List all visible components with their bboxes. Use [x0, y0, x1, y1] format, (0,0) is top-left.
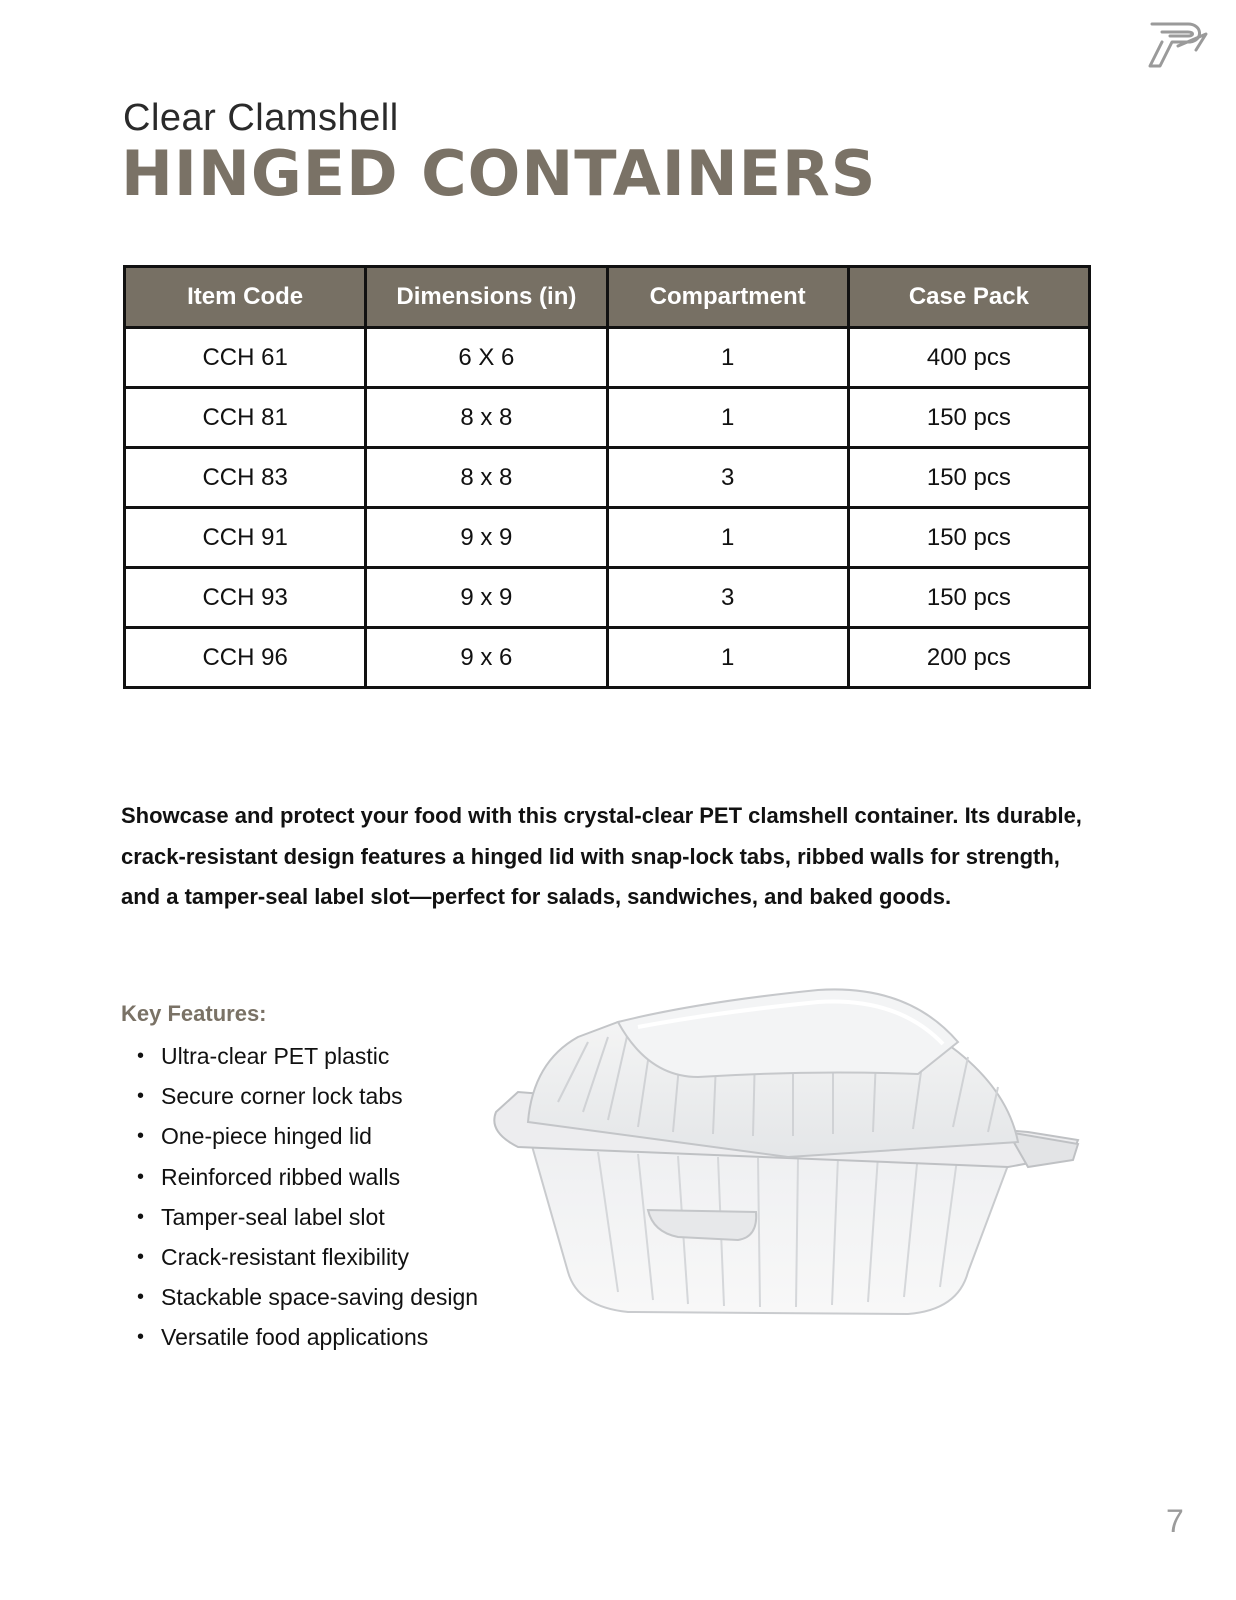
features-list [121, 1036, 478, 1358]
table-cell: 1 [607, 388, 848, 448]
table-cell: 400 pcs [848, 328, 1089, 388]
table-cell: CCH 96 [125, 628, 366, 688]
table-cell: 8 x 8 [366, 388, 607, 448]
column-header: Dimensions (in) [366, 267, 607, 328]
table-cell: 150 pcs [848, 448, 1089, 508]
table-cell: CCH 61 [125, 328, 366, 388]
table-cell: 3 [607, 448, 848, 508]
column-header: Case Pack [848, 267, 1089, 328]
column-header: Item Code [125, 267, 366, 328]
table-row [125, 508, 1090, 568]
table-cell: 150 pcs [848, 508, 1089, 568]
list-item: • Stackable space-saving design [121, 1277, 478, 1317]
table-cell: 9 x 9 [366, 568, 607, 628]
column-header: Compartment [607, 267, 848, 328]
table-cell: CCH 91 [125, 508, 366, 568]
table-cell: CCH 81 [125, 388, 366, 448]
stylized-p-bird-logo-icon [1148, 20, 1210, 70]
table-cell: 6 X 6 [366, 328, 607, 388]
table-row [125, 388, 1090, 448]
table-cell: 3 [607, 568, 848, 628]
table-cell: 1 [607, 508, 848, 568]
page-subtitle: Clear Clamshell [123, 97, 399, 139]
list-item: • Ultra-clear PET plastic [121, 1036, 478, 1076]
table-cell: 8 x 8 [366, 448, 607, 508]
table-cell: CCH 83 [125, 448, 366, 508]
table-cell: 150 pcs [848, 568, 1089, 628]
table-cell: 150 pcs [848, 388, 1089, 448]
features-heading: Key Features: [121, 1001, 267, 1026]
table-row [125, 448, 1090, 508]
table-cell: 1 [607, 628, 848, 688]
list-item: • Versatile food applications [121, 1317, 478, 1357]
page-number: 7 [1166, 1503, 1184, 1539]
table-cell: 9 x 6 [366, 628, 607, 688]
table-cell: 9 x 9 [366, 508, 607, 568]
table-row [125, 628, 1090, 688]
table-header-row [125, 267, 1090, 328]
list-item: • Reinforced ribbed walls [121, 1157, 478, 1197]
list-item: • Secure corner lock tabs [121, 1076, 478, 1116]
product-description: Showcase and protect your food with this crystal-clear PET clamshell container. Its durable, crack-resistant design features a hinged lid with snap-lock tabs, ribbed walls for strength, and a tamper-seal label slot—perfect for salads, sandwiches, and baked goods. [121, 803, 1082, 909]
table-cell: 1 [607, 328, 848, 388]
table-cell: 200 pcs [848, 628, 1089, 688]
table-row [125, 328, 1090, 388]
list-item: • One-piece hinged lid [121, 1116, 478, 1156]
list-item: • Tamper-seal label slot [121, 1197, 478, 1237]
table-cell: CCH 93 [125, 568, 366, 628]
list-item: • Crack-resistant flexibility [121, 1237, 478, 1277]
clear-clamshell-container-image [488, 982, 1088, 1332]
table-row [125, 568, 1090, 628]
spec-table [123, 265, 1091, 689]
page-title: HINGED CONTAINERS [121, 137, 877, 210]
